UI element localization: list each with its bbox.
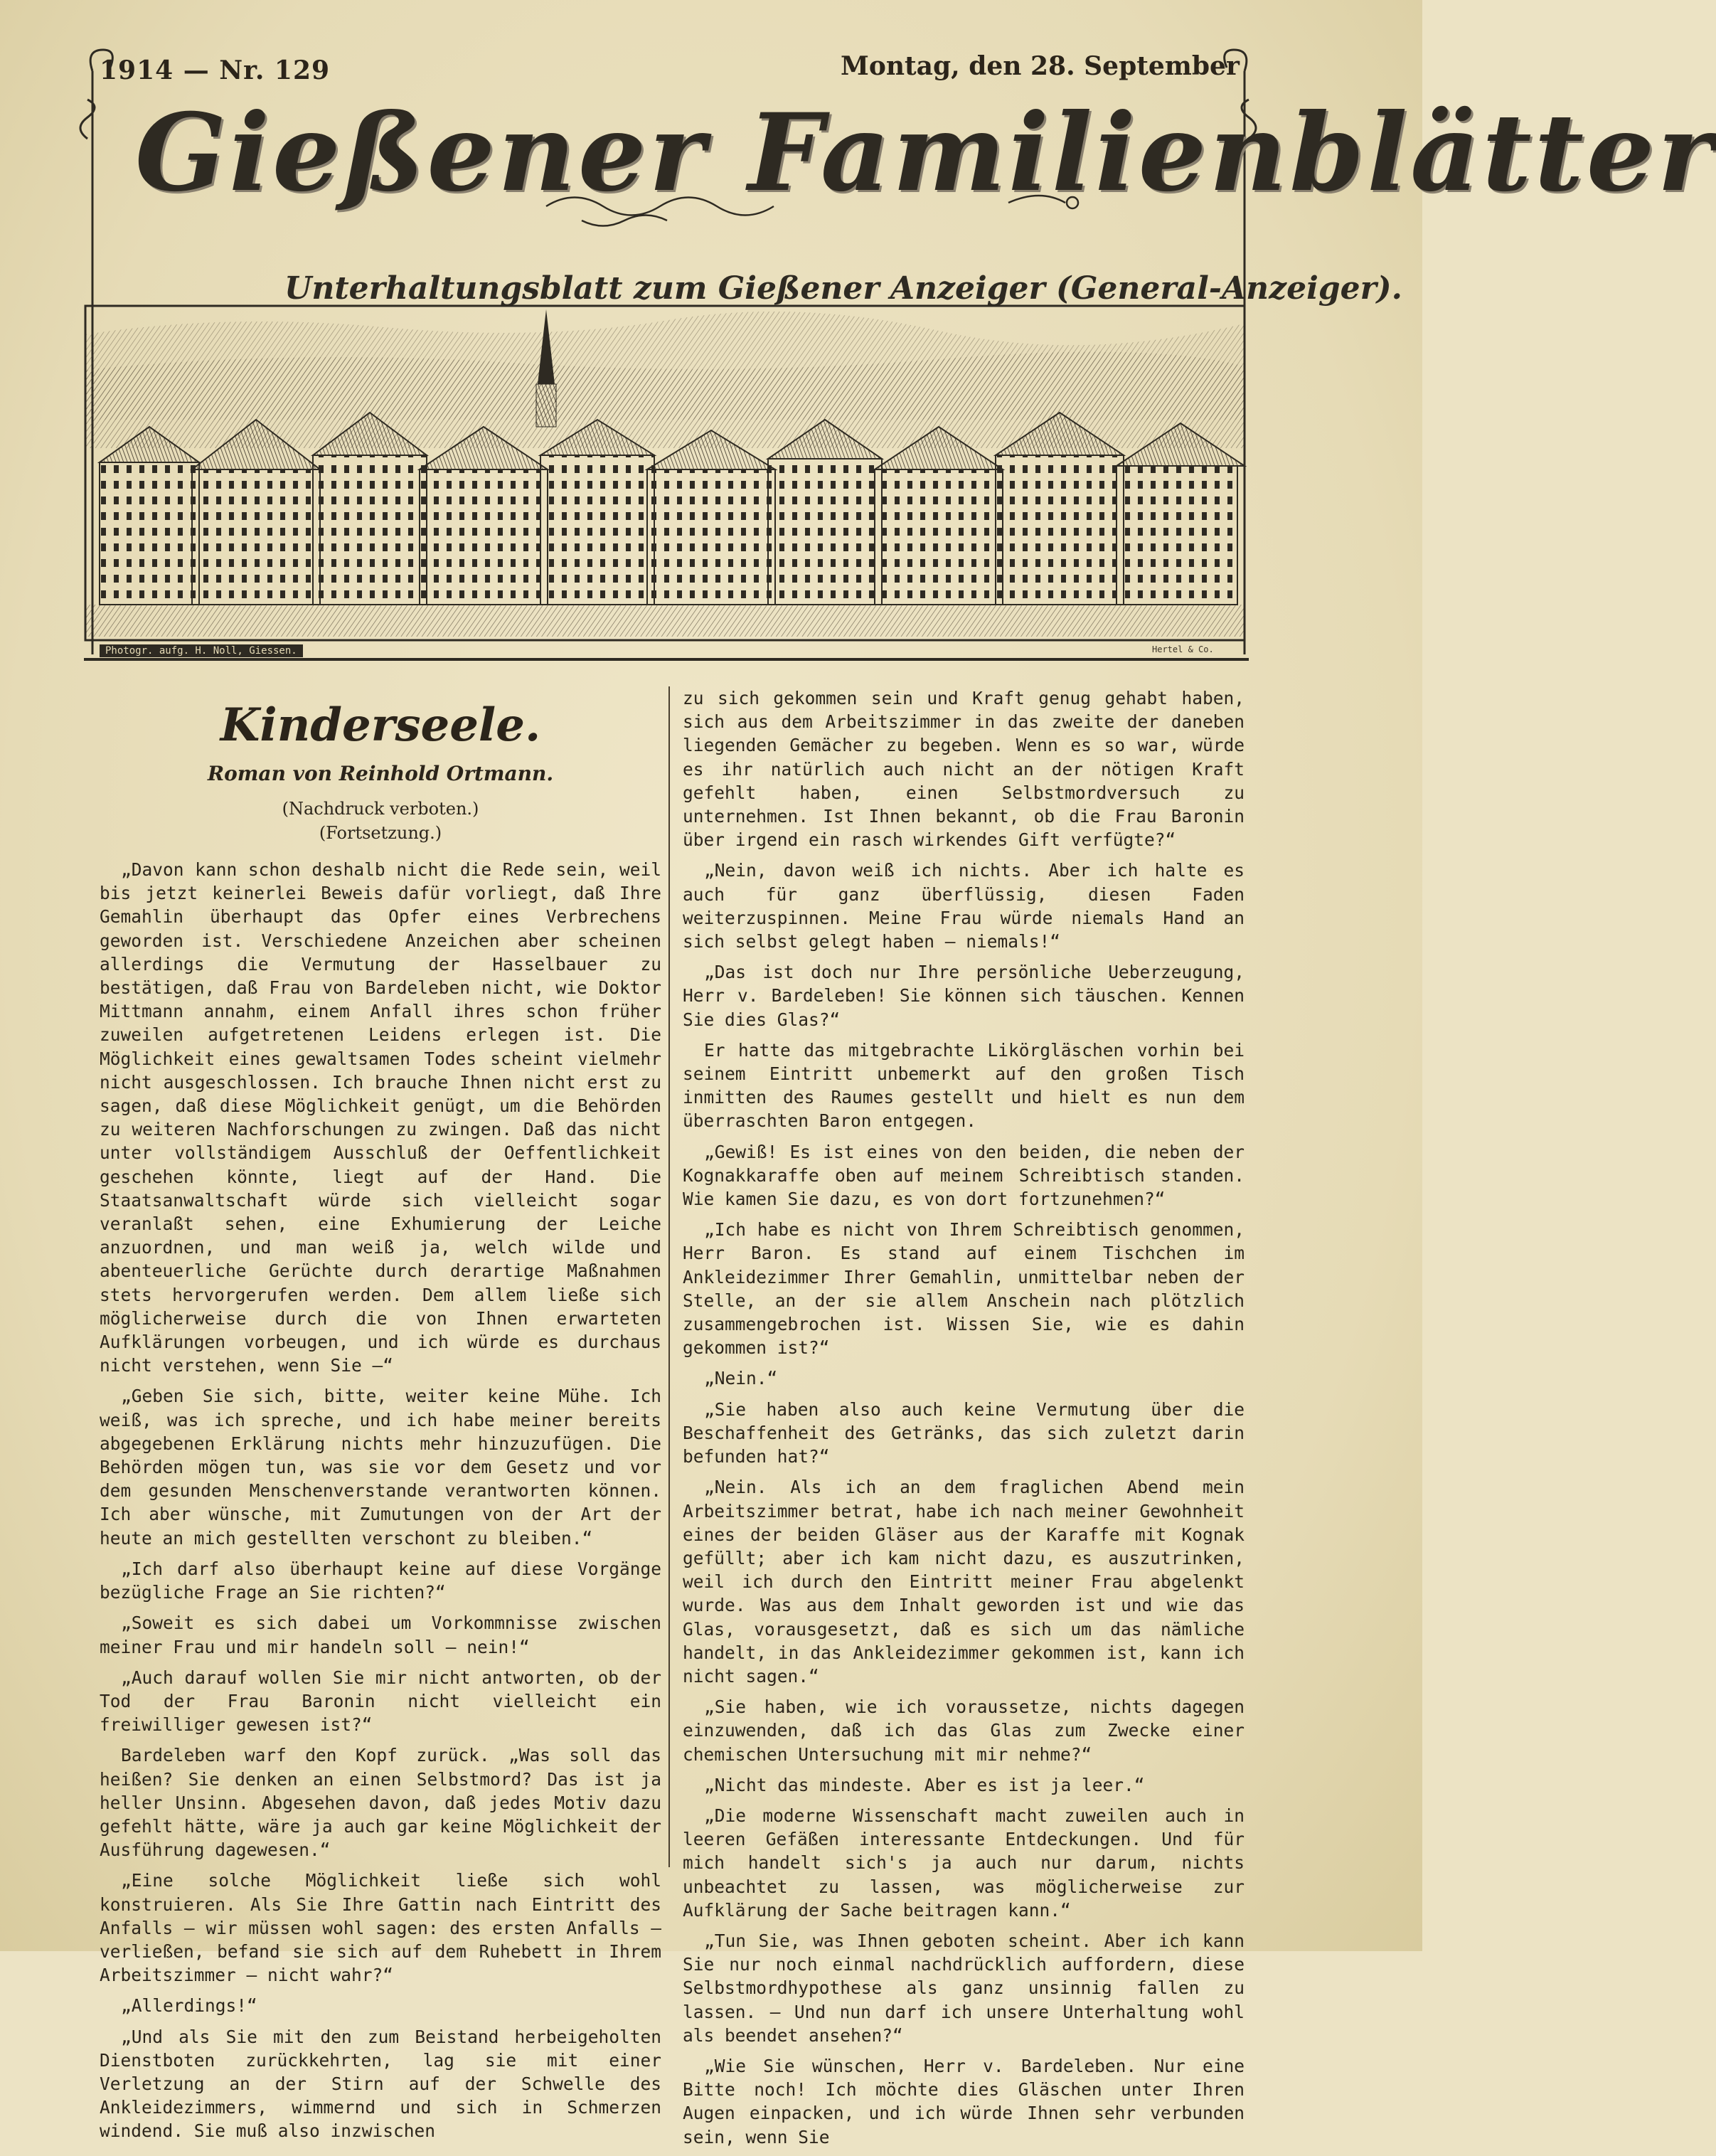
- paragraph: Bardeleben warf den Kopf zurück. „Was soll das heißen? Sie denken an einen Selbstmord? Das ist ja heller Unsinn. Abgesehen davon, daß jedes Motiv dazu gefehlt hätte, wäre ja auch gar keine Möglichkeit der Ausführung dagewesen.“: [100, 1745, 661, 1861]
- article-title: Kinderseele.: [220, 699, 541, 752]
- paragraph: „Nicht das mindeste. Aber es ist ja leer.“: [704, 1774, 1145, 1795]
- paragraph: Er hatte das mitgebrachte Likörgläschen vorhin bei seinem Eintritt unbemerkt auf den großen Tisch inmitten des Raumes gestellt und hielt es nun dem überraschten Baron entgegen.: [683, 1039, 1245, 1132]
- article-byline: Roman von Reinhold Ortmann.: [207, 762, 554, 785]
- paragraph: „Gewiß! Es ist eines von den beiden, die neben der Kognakkaraffe oben auf meinem Schreibtisch standen. Wie kamen Sie dazu, es von dort fortzunehmen?“: [683, 1141, 1245, 1210]
- paragraph: „Sie haben also auch keine Vermutung über die Beschaffenheit des Getränks, das sich zuletzt darin befunden hat?“: [683, 1398, 1245, 1467]
- paragraph: „Ich habe es nicht von Ihrem Schreibtisch genommen, Herr Baron. Es stand auf einem Tischchen im Ankleidezimmer Ihrer Gemahlin, unmittelbar neben der Stelle, an der sie allem Anschein nach plötzlich zusammengebrochen ist. Wissen Sie, wie es dahin gekommen ist?“: [683, 1219, 1245, 1359]
- continuation-notice: (Fortsetzung.): [319, 823, 442, 843]
- engraver-credit: Hertel & Co.: [1152, 644, 1214, 654]
- issue-date: Montag, den 28. September: [841, 51, 1240, 81]
- paragraph: „Sie haben, wie ich voraussetze, nichts dagegen einzuwenden, daß ich das Glas zum Zwecke einer chemischen Untersuchung mit mir nehme?“: [683, 1696, 1245, 1765]
- paragraph: „Nein, davon weiß ich nichts. Aber ich halte es auch für ganz überflüssig, diesen Faden weiterzuspinnen. Meine Frau würde niemals Hand an sich selbst gelegt haben — niemals!“: [683, 860, 1245, 952]
- photo-credit: Photogr. aufg. H. Noll, Giessen.: [100, 644, 303, 657]
- paragraph: „Geben Sie sich, bitte, weiter keine Mühe. Ich weiß, was ich spreche, und ich habe meiner bereits abgegebenen Erklärung nichts mehr hinzuzufügen. Die Behörden mögen tun, was sie vor dem Gesetz und vor dem gesunden Menschenverstande verantworten können. Ich aber wünsche, mit Zumutungen von der Art der heute an mich gestellten verschont zu bleiben.“: [100, 1386, 661, 1549]
- paragraph: „Soweit es sich dabei um Vorkommnisse zwischen meiner Frau und mir handeln soll — nein!“: [100, 1613, 661, 1657]
- newspaper-subtitle: Unterhaltungsblatt zum Gießener Anzeiger (General-Anzeiger).: [284, 270, 1402, 307]
- paragraph: „Auch darauf wollen Sie mir nicht antworten, ob der Tod der Frau Baronin nicht vielleicht ein freiwilliger gewesen ist?“: [100, 1667, 661, 1736]
- newspaper-title: Gießener Familienblätter: [135, 90, 1716, 216]
- paragraph: „Allerdings!“: [121, 1995, 257, 2017]
- column-divider: [668, 686, 670, 1867]
- reprint-notice: (Nachdruck verboten.): [282, 799, 479, 819]
- paragraph: „Wie Sie wünschen, Herr v. Bardeleben. Nur eine Bitte noch! Ich möchte dies Gläschen unter Ihren Augen einpacken, und ich würde Ihnen sehr verbunden sein, wenn Sie: [683, 2055, 1245, 2147]
- article-column-left: [100, 683, 661, 2150]
- paragraph: „Nein.“: [704, 1368, 778, 1389]
- paragraph: „Tun Sie, was Ihnen geboten scheint. Aber ich kann Sie nur noch einmal nachdrücklich auffordern, diese Selbstmordhypothese als ganz unsinnig fallen zu lassen. — Und nun darf ich unsere Unterhaltung wohl als beendet ansehen?“: [683, 1930, 1245, 2046]
- paragraph: „Das ist doch nur Ihre persönliche Ueberzeugung, Herr v. Bardeleben! Sie können sich täuschen. Kennen Sie dies Glas?“: [683, 962, 1245, 1030]
- issue-number: 1914 — Nr. 129: [100, 55, 331, 85]
- paragraph: „Nein. Als ich an dem fraglichen Abend mein Arbeitszimmer betrat, habe ich nach meiner Gewohnheit eines der beiden Gläser aus der Karaffe mit Kognak gefüllt; aber ich kam nicht dazu, es auszutrinken, weil ich durch den Eintritt meiner Frau abgelenkt wurde. Was aus dem Inhalt geworden ist und wie das Glas, vorausgesetzt, daß es sich um das nämliche handelt, in das Ankleidezimmer gekommen ist, kann ich nicht sagen.“: [683, 1477, 1245, 1687]
- paragraph: „Eine solche Möglichkeit ließe sich wohl konstruieren. Als Sie Ihre Gattin nach Eintritt des Anfalls — wir müssen wohl sagen: des ersten Anfalls — verließen, befand sie sich auf dem Ruhebett in Ihrem Arbeitszimmer — nicht wahr?“: [100, 1870, 661, 1986]
- article-column-right: [683, 686, 1245, 2156]
- paragraph: „Ich darf also überhaupt keine auf diese Vorgänge bezügliche Frage an Sie richten?“: [100, 1558, 661, 1603]
- masthead-rule: [84, 658, 1249, 661]
- paragraph: „Die moderne Wissenschaft macht zuweilen auch in leeren Gefäßen interessante Entdeckungen. Und für mich handelt sich's ja auch nur darum, nichts unbeachtet zu lassen, was möglicherweise zur Aufklärung der Sache beitragen kann.“: [683, 1805, 1245, 1921]
- town-panorama-illustration: [85, 306, 1245, 640]
- paragraph: „Und als Sie mit den zum Beistand herbeigeholten Dienstboten zurückkehrten, lag sie mit einer Verletzung an der Stirn auf der Schwelle des Ankleidezimmers, wimmernd und sich in Schmerzen windend. Sie muß also inzwischen: [100, 2026, 661, 2142]
- paragraph: „Davon kann schon deshalb nicht die Rede sein, weil bis jetzt keinerlei Beweis dafür vorliegt, daß Ihre Gemahlin überhaupt das Opfer eines Verbrechens geworden ist. Verschiedene Anzeichen aber scheinen allerdings die Vermutung der Hasselbauer zu bestätigen, daß Frau von Bardeleben nicht, wie Doktor Mittmann annahm, einem Anfall ihres schon früher zuweilen aufgetretenen Leidens erlegen ist. Die Möglichkeit eines gewaltsamen Todes scheint vielmehr nicht ausgeschlossen. Ich brauche Ihnen nicht erst zu sagen, daß diese Möglichkeit genügt, um die Behörden zu weiteren Nachforschungen zu zwingen. Daß das nicht unter vollständigem Ausschluß der Oeffentlichkeit geschehen könnte, liegt auf der Hand. Die Staatsanwaltschaft würde sich vielleicht sogar veranlaßt sehen, eine Exhumierung der Leiche anzuordnen, und man weiß ja, welch wilde und abenteuerliche Gerüchte durch derartige Maßnahmen stets hervorgerufen werden. Dem allem ließe sich möglicherweise durch die von Ihnen erwarteten Aufklärungen vorbeugen, und ich würde es durchaus nicht verstehen, wenn Sie —“: [100, 859, 661, 1376]
- paragraph: zu sich gekommen sein und Kraft genug gehabt haben, sich aus dem Arbeitszimmer in das zweite der daneben liegenden Gemächer zu begeben. Wenn es so war, würde es ihr natürlich auch nicht an der nötigen Kraft gefehlt haben, einen Selbstmordversuch zu unternehmen. Ist Ihnen bekannt, ob die Frau Baronin über irgend ein rasch wirkendes Gift verfügte?“: [683, 688, 1245, 851]
